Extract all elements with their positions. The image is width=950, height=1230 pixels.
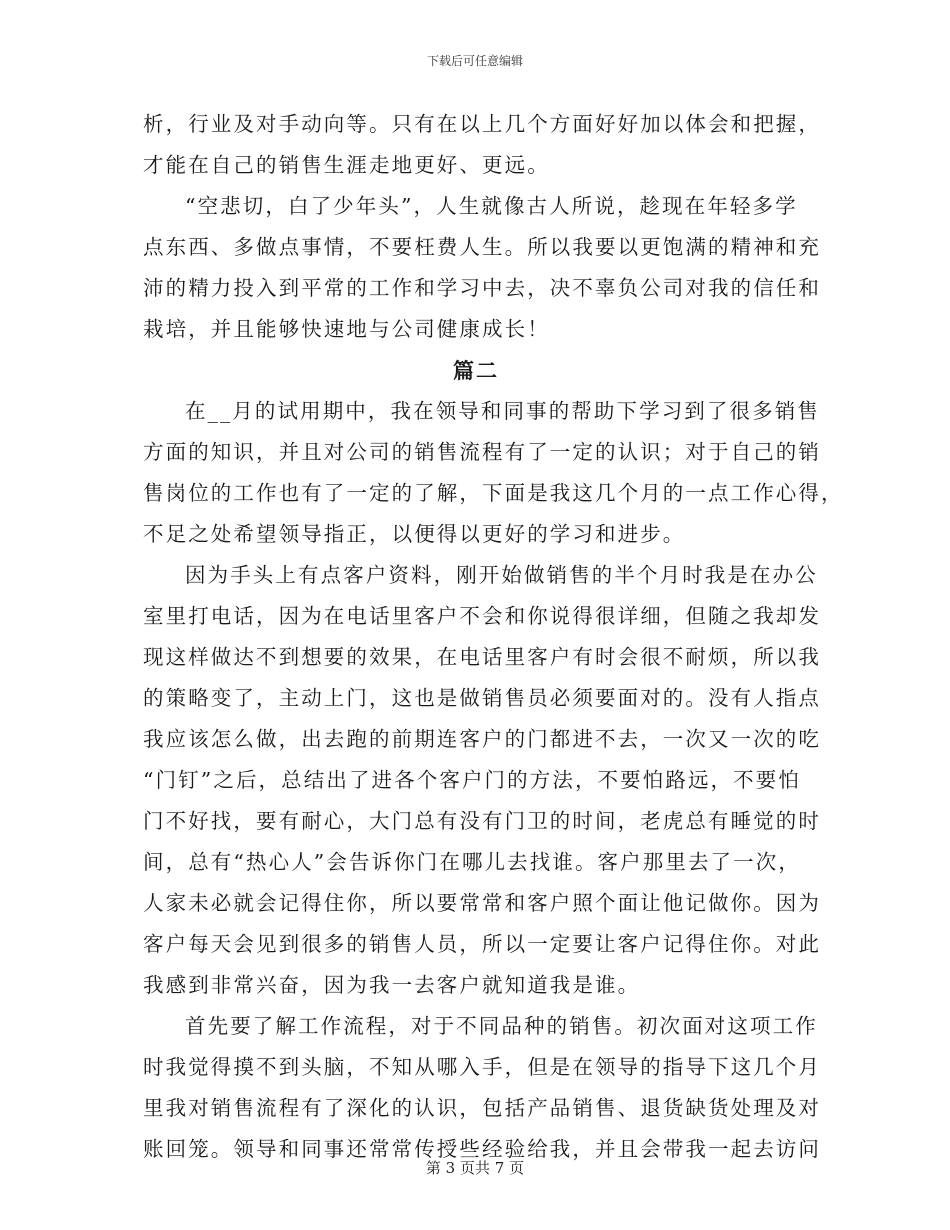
text-line: 里我对销售流程有了深化的认识，包括产品销售、退货缺货处理及对 [143, 1096, 821, 1120]
text-line: 人家未必就会记得住你，所以要常常和客户照个面让他记做你。因为 [143, 891, 821, 915]
text-line: 售岗位的工作也有了一定的了解，下面是我这几个月的一点工作心得， [143, 481, 844, 505]
paragraph [143, 391, 844, 555]
text-line: 在__月的试用期中，我在领导和同事的帮助下学习到了很多销售 [185, 399, 820, 423]
page-header: 下载后可任意编辑 [426, 54, 523, 68]
text-line: 我应该怎么做，出去跑的前期连客户的门都进不去，一次又一次的吃 [143, 727, 821, 751]
text-line: “门钉”之后，总结出了进各个客户门的方法，不要怕路远，不要怕 [143, 768, 801, 792]
text-line: 室里打电话，因为在电话里客户不会和你说得很详细，但随之我却发 [143, 604, 821, 628]
text-line: 间，总有“热心人”会告诉你门在哪儿去找谁。客户那里去了一次， [143, 850, 801, 874]
text-line: 门不好找，要有耐心，大门总有没有门卫的时间，老虎总有睡觉的时 [143, 809, 821, 833]
paragraph [143, 186, 821, 350]
document-body [143, 104, 844, 1170]
text-line: 因为手头上有点客户资料，刚开始做销售的半个月时我是在办公 [185, 563, 818, 587]
text-line: 点东西、多做点事情，不要枉费人生。所以我要以更饱满的精神和充 [143, 235, 821, 259]
text-line: 方面的知识，并且对公司的销售流程有了一定的认识；对于自己的销 [143, 440, 821, 464]
section-title: 篇二 [453, 358, 499, 383]
text-line: 析，行业及对手动向等。只有在以上几个方面好好加以体会和把握， [143, 112, 821, 136]
text-line: 不足之处希望领导指正，以便得以更好的学习和进步。 [143, 522, 686, 546]
page-footer: 第 3 页共 7 页 [425, 1159, 525, 1177]
text-line: “空悲切，白了少年头”，人生就像古人所说，趁现在年轻多学 [185, 194, 798, 218]
paragraph [143, 555, 821, 1006]
text-line: 栽培，并且能够快速地与公司健康成长！ [143, 317, 550, 341]
text-line: 才能在自己的销售生涯走地更好、更远。 [143, 153, 550, 177]
text-line: 首先要了解工作流程，对于不同品种的销售。初次面对这项工作 [185, 1014, 818, 1038]
text-line: 客户每天会见到很多的销售人员，所以一定要让客户记得住你。对此 [143, 932, 821, 956]
text-line: 时我觉得摸不到头脑，不知从哪入手，但是在领导的指导下这几个月 [143, 1055, 821, 1079]
text-line: 我感到非常兴奋，因为我一去客户就知道我是谁。 [143, 973, 641, 997]
text-line: 沛的精力投入到平常的工作和学习中去，决不辜负公司对我的信任和 [143, 276, 821, 300]
text-line: 账回笼。领导和同事还常常传授些经验给我，并且会带我一起去访问 [143, 1137, 821, 1161]
text-line: 的策略变了，主动上门，这也是做销售员必须要面对的。没有人指点 [143, 686, 821, 710]
paragraph [143, 104, 821, 186]
paragraph [143, 1006, 821, 1170]
text-line: 现这样做达不到想要的效果，在电话里客户有时会很不耐烦，所以我 [143, 645, 821, 669]
